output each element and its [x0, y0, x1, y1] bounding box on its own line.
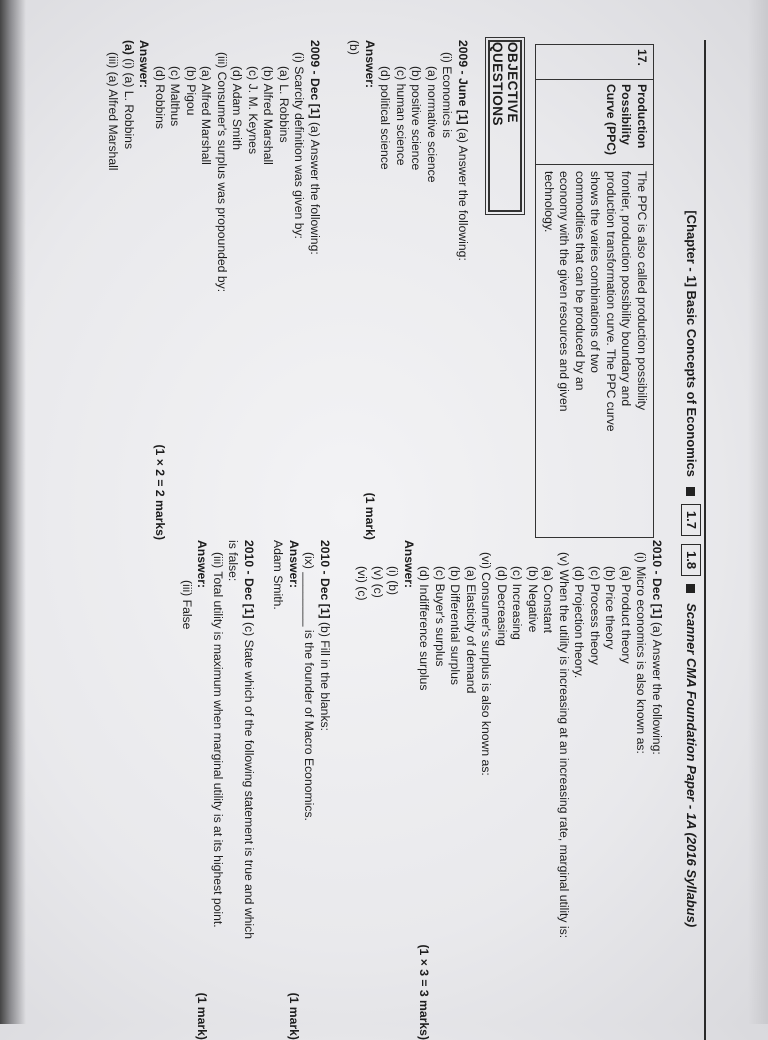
question-heading-rest: (a) Answer the following: — [456, 124, 470, 261]
answer-label: Answer: — [137, 40, 152, 89]
answer: (vi) (c) — [355, 566, 370, 601]
question-heading: 2010 - Dec [1] — [650, 540, 664, 619]
q-2009-june — [346, 40, 470, 540]
answer-label: Answer: — [195, 540, 210, 589]
ppc-term-line: Possibility — [619, 84, 634, 145]
option: (d) political science — [378, 66, 393, 170]
page-number: 1.8 — [681, 544, 701, 576]
question-item: (i) Economics is — [440, 52, 455, 139]
ppc-definition-table — [536, 44, 655, 538]
question-item: (iii) Total utility is maximum when marginal utility is at its highest point. — [211, 552, 225, 928]
book-title: Scanner CMA Foundation Paper - 1A (2016 Syllabus) — [683, 603, 699, 928]
question-item: (i) Scarcity definition was given by: — [292, 52, 307, 239]
answer: (v) (c) — [371, 566, 385, 598]
option: (b) positive science — [409, 66, 424, 171]
question-heading: 2010 - Dec [1] — [242, 540, 256, 619]
option: (d) Projection theory. — [572, 566, 587, 679]
answer-prefix: (a) — [122, 40, 136, 55]
option: (a) Elasticity of demand — [464, 566, 478, 694]
question-heading-rest: (a) Answer the following: — [308, 118, 322, 255]
ppc-def-line: The PPC is also called production possibility — [635, 171, 649, 411]
left-page-header — [678, 40, 706, 540]
ppc-def-line: frontier, production possibility boundary and — [619, 171, 634, 407]
ppc-def-line: production transformation curve. The PPC curve — [604, 171, 618, 432]
q-2010-dec-b — [270, 540, 332, 1040]
ppc-definition — [537, 165, 654, 537]
question-heading-rest: (c) State which of the following statement is true and which — [242, 618, 256, 940]
marks: (1 × 3 = 3 marks) — [417, 944, 432, 1040]
option: (b) Alfred Marshall — [261, 66, 276, 165]
page-number: 1.7 — [681, 504, 701, 536]
option: (d) Decreasing — [495, 566, 509, 646]
q-2009-dec — [105, 40, 322, 540]
question-item: (ix) ________ is the founder of Macro Economics. — [302, 552, 317, 821]
option: (d) Indifference surplus — [417, 566, 432, 691]
option: (c) Increasing — [510, 566, 525, 640]
question-item: (iii) Consumer's surplus was propounded by: — [215, 52, 229, 293]
option: (d) Robbins — [153, 66, 167, 129]
question-item: (v) When the utility is increasing at an increasing rate, marginal utility is: — [557, 552, 571, 939]
question-heading-rest: (a) Answer the following: — [650, 618, 664, 755]
option: (b) Differential surplus — [448, 566, 463, 685]
option: (c) Buyer's surplus — [433, 566, 447, 667]
question-item: (vi) Consumer's surplus is also known as: — [479, 552, 494, 776]
option: (a) Constant — [541, 566, 556, 634]
answer: (i) (a) L. Robbins — [122, 54, 136, 150]
right-page — [0, 540, 768, 1040]
header-square-icon — [687, 487, 696, 496]
answer: (b) — [347, 40, 362, 55]
option: (c) Process theory — [588, 566, 602, 665]
objective-questions-title: OBJECTIVE QUESTIONS — [488, 40, 522, 212]
left-page — [0, 40, 768, 540]
question-heading: 2010 - Dec [1] — [318, 540, 332, 619]
question-heading-rest: (b) Fill in the blanks: — [318, 618, 332, 732]
question-item: (i) Micro economics is also known as: — [634, 552, 649, 754]
ppc-term — [537, 80, 654, 165]
question-heading: 2009 - Dec [1] — [308, 40, 322, 119]
option: (a) Product theory — [619, 566, 633, 664]
answer: (i) (b) — [386, 566, 401, 596]
option: (d) Adam Smith — [230, 66, 245, 150]
question-heading: 2009 - June [1] — [456, 40, 470, 125]
option: (c) J. M. Keynes — [246, 66, 260, 155]
ppc-def-line: commodities that can be produced by an — [573, 171, 587, 391]
question-heading-line2: is false: — [226, 540, 241, 582]
answer: (iii) False — [180, 580, 194, 630]
chapter-title: [Chapter - 1] Basic Concepts of Economics — [683, 210, 699, 477]
option: (b) Pigou — [184, 66, 198, 116]
option: (c) human science — [394, 66, 408, 166]
ppc-number: 17. — [537, 45, 654, 80]
option: (a) normative science — [425, 66, 439, 183]
marks: (1 mark) — [195, 992, 210, 1040]
answer: Adam Smith. — [271, 540, 286, 610]
answer-label: Answer: — [363, 40, 377, 89]
marks: (1 × 2 = 2 marks) — [153, 444, 167, 540]
answer: (iii) (a) Alfred Marshall — [106, 52, 121, 171]
ppc-def-line: economy with the given resources and given — [557, 171, 572, 412]
q-2010-dec-c — [179, 540, 257, 1040]
option: (a) Alfred Marshall — [199, 66, 214, 165]
marks: (1 mark) — [363, 492, 377, 540]
marks: (1 mark) — [287, 992, 301, 1040]
option: (b) Negative — [526, 566, 540, 633]
ppc-term-line: Curve (PPC) — [604, 84, 618, 156]
option: (c) Malthus — [168, 66, 183, 127]
ppc-def-line: technology. — [542, 171, 556, 233]
right-page-header — [678, 540, 706, 1040]
ppc-def-line: shows the varies combinations of two — [588, 171, 603, 373]
answer-label: Answer: — [287, 540, 301, 589]
ppc-term-line: Production — [635, 84, 649, 149]
header-square-icon — [687, 584, 696, 593]
option: (b) Price theory — [603, 566, 618, 650]
answer-label: Answer: — [402, 540, 416, 589]
q-2010-dec-a — [354, 540, 664, 1040]
option: (a) L. Robbins — [277, 66, 291, 143]
